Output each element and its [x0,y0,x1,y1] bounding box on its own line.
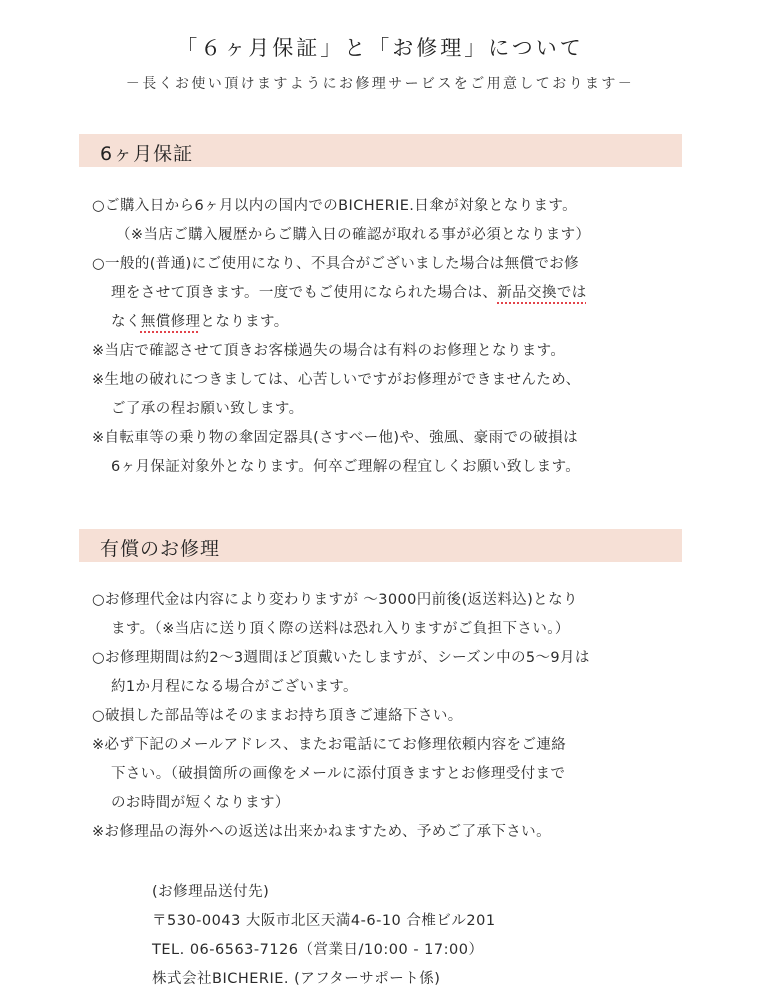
section-heading-warranty [79,134,682,167]
underlined-text: 無償修理 [140,314,201,330]
text-line: ○お修理代金は内容により変わりますが ～3000円前後(返送料込)となり [92,592,578,608]
text-fragment: なく [111,314,141,330]
section-heading-label: 6ヶ月保証 [100,143,194,165]
text-line: ※自転車等の乗り物の傘固定器具(さすべー他)や、強風、豪雨での破損は [92,430,578,446]
text-line: ※生地の破れにつきましては、心苦しいですがお修理ができませんため、 [92,372,581,388]
address-label: (お修理品送付先) [152,884,270,900]
text-line: 約1か月程になる場合がございます。 [111,679,358,695]
text-line: ○破損した部品等はそのままお持ち頂きご連絡下さい。 [92,708,463,724]
text-line: ○お修理期間は約2～3週間ほど頂戴いたしますが、シーズン中の5～9月は [92,650,590,666]
text-line: 下さい。（破損箇所の画像をメールに添付頂きますとお修理受付まで [111,766,566,782]
text-line: （※当店ご購入履歴からご購入日の確認が取れる事が必須となります） [116,227,591,243]
section-heading-paid-repair [79,529,682,562]
text-line: ○一般的(普通)にご使用になり、不具合がございました場合は無償でお修 [92,256,580,272]
page-title: 「６ヶ月保証」と「お修理」について [176,36,584,60]
section-heading-label: 有償のお修理 [100,538,221,560]
text-line: ご了承の程お願い致します。 [111,401,304,417]
page-subtitle: －長くお使い頂けますようにお修理サービスをご用意しております－ [125,76,635,92]
underlined-text: 新品交換では [497,285,587,301]
text-line: ※当店で確認させて頂きお客様過失の場合は有料のお修理となります。 [92,343,566,359]
text-line [111,310,289,331]
text-line: 6ヶ月保証対象外となります。何卒ご理解の程宜しくお願い致します。 [111,459,581,475]
text-fragment: となります。 [200,314,289,330]
text-line: ○ご購入日から6ヶ月以内の国内でのBICHERIE.日傘が対象となります。 [92,198,578,214]
text-line: ※必ず下記のメールアドレス、またお電話にてお修理依頼内容をご連絡 [92,737,567,753]
text-line [111,281,587,302]
text-line: のお時間が短くなります） [111,795,290,811]
text-line: ます。（※当店に送り頂く際の送料は恐れ入りますがご負担下さい。） [111,621,570,637]
address-postal: 〒530-0043 大阪市北区天満4-6-10 合椎ビル201 [152,913,496,929]
text-fragment: 理をさせて頂きます。一度でもご使用になられた場合は、 [111,285,498,301]
address-tel: TEL. 06-6563-7126（営業日/10:00 - 17:00） [152,942,484,958]
address-company: 株式会社BICHERIE. (アフターサポート係) [152,971,441,987]
text-line: ※お修理品の海外への返送は出来かねますため、予めご了承下さい。 [92,824,551,840]
